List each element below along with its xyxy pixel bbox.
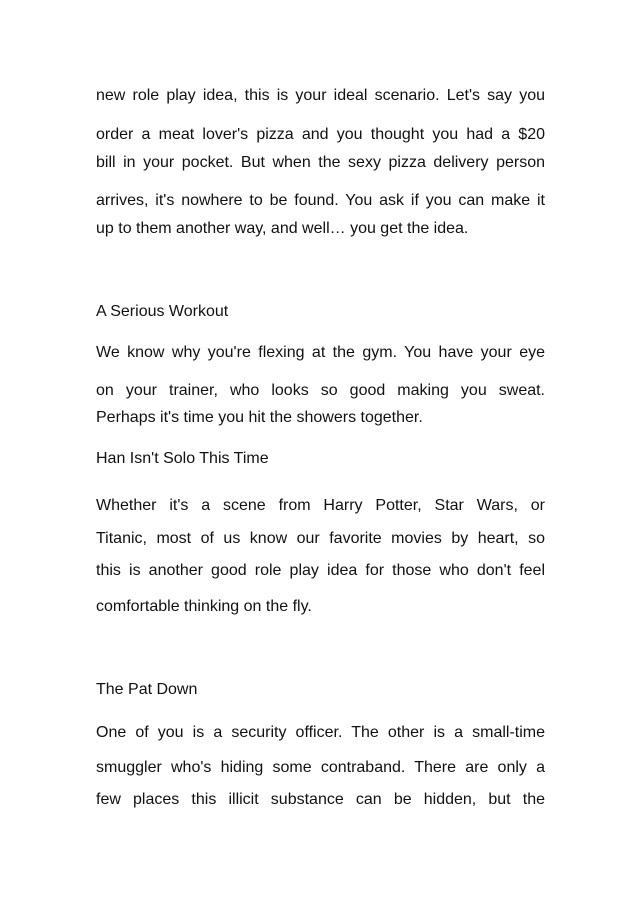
paragraph-line: up to them another way, and well… you get the idea. [96, 220, 469, 237]
paragraph-line: Perhaps it's time you hit the showers together. [96, 409, 423, 426]
section-heading: Han Isn't Solo This Time [96, 450, 269, 467]
section-heading: The Pat Down [96, 681, 198, 698]
paragraph-line: One of you is a security officer. The other is a small-time [96, 724, 545, 741]
paragraph-line: arrives, it's nowhere to be found. You ask if you can make it [96, 192, 545, 209]
paragraph-line: few places this illicit substance can be hidden, but the [96, 791, 545, 808]
paragraph-line: order a meat lover's pizza and you thought you had a $20 [96, 126, 545, 143]
paragraph-line: Titanic, most of us know our favorite movies by heart, so [96, 530, 545, 547]
paragraph-line: this is another good role play idea for those who don't feel [96, 562, 545, 579]
paragraph-line: We know why you're flexing at the gym. You have your eye [96, 344, 545, 361]
paragraph-line: Whether it's a scene from Harry Potter, Star Wars, or [96, 497, 545, 514]
paragraph-line: new role play idea, this is your ideal scenario. Let's say you [96, 87, 545, 104]
paragraph-line: comfortable thinking on the fly. [96, 598, 312, 615]
paragraph-line: smuggler who's hiding some contraband. There are only a [96, 759, 545, 776]
section-heading: A Serious Workout [96, 303, 229, 320]
paragraph-line: on your trainer, who looks so good making you sweat. [96, 382, 545, 399]
paragraph-line: bill in your pocket. But when the sexy pizza delivery person [96, 154, 545, 171]
